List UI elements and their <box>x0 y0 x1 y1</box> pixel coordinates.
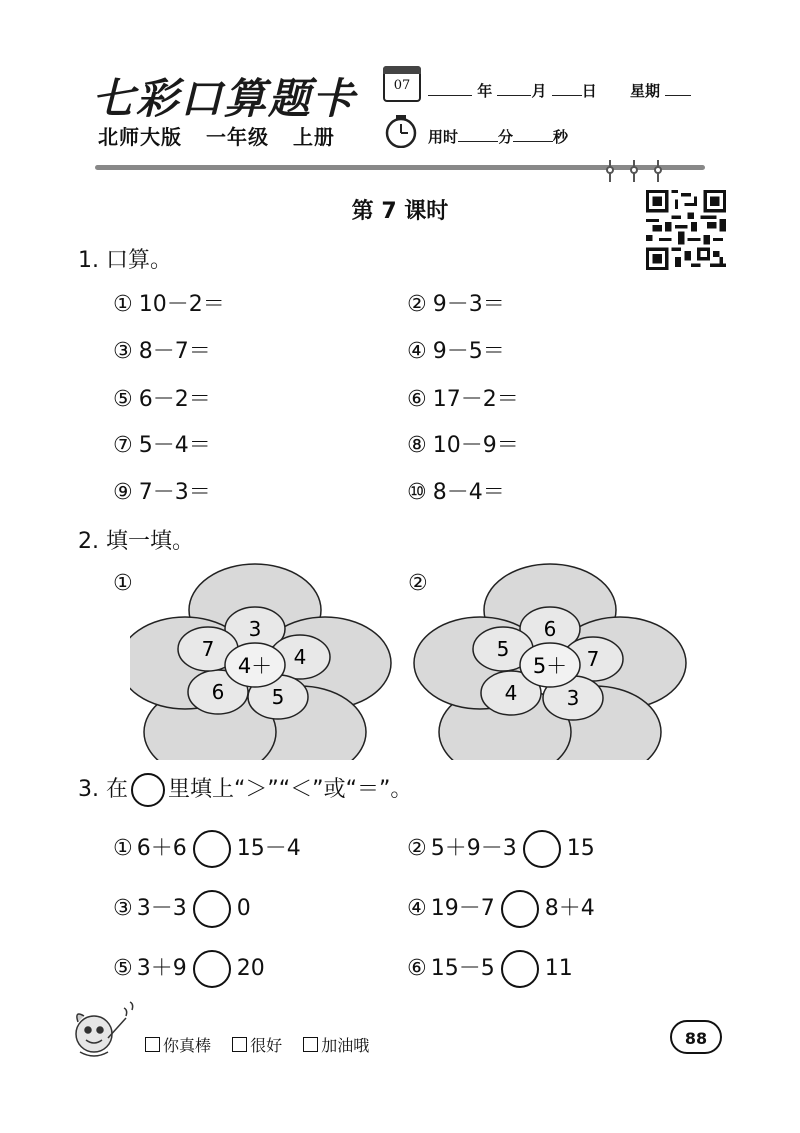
petal-number: 5 <box>271 685 285 709</box>
arithmetic-problem <box>407 287 505 318</box>
mascot-icon <box>70 998 136 1060</box>
comparison-right: 0 <box>236 896 251 921</box>
problem-number: ② <box>407 292 427 317</box>
comparison-problem <box>407 890 595 928</box>
circle-symbol <box>131 773 165 807</box>
problem-number: ⑤ <box>113 956 133 981</box>
section3-title-suffix: 里填上“＞”“＜”或“＝”。 <box>167 777 413 802</box>
publisher-label: 北师大版 <box>98 125 182 149</box>
checkbox-good[interactable] <box>232 1037 247 1052</box>
clock-icon <box>384 114 418 148</box>
petal-number: 5 <box>496 637 510 661</box>
date-line <box>428 80 691 101</box>
seconds-label: 秒 <box>553 128 569 146</box>
comparison-right: 8＋4 <box>544 896 595 921</box>
problem-expression: 8－4＝ <box>432 480 505 505</box>
year-blank[interactable] <box>428 81 472 96</box>
problem-number: ① <box>113 836 133 861</box>
month-label: 月 <box>531 82 547 100</box>
petal-number: 3 <box>566 686 580 710</box>
comparison-problem <box>113 890 251 928</box>
problem-number: ① <box>113 292 133 317</box>
rating-option-great[interactable] <box>145 1036 211 1055</box>
petal-number: 7 <box>586 647 600 671</box>
lesson-title: 第 7 课时 <box>351 199 449 224</box>
seconds-blank[interactable] <box>513 127 553 142</box>
comparison-answer-circle[interactable] <box>193 950 231 988</box>
day-blank[interactable] <box>552 81 582 96</box>
divider-pins-icon <box>600 158 670 186</box>
flower-diagram <box>414 564 686 760</box>
problem-number: ⑥ <box>407 956 427 981</box>
page-number: 88 <box>670 1020 722 1054</box>
petal-number: 7 <box>201 637 215 661</box>
problem-number: ⑥ <box>407 387 427 412</box>
problem-number: ③ <box>113 339 133 364</box>
petal-number: 6 <box>543 617 557 641</box>
arithmetic-problem <box>407 382 519 413</box>
problem-expression: 7－3＝ <box>138 480 211 505</box>
comparison-right: 11 <box>544 956 573 981</box>
petal-number: 4 <box>504 681 518 705</box>
comparison-left: 3＋9 <box>136 956 187 981</box>
rating-options <box>145 1033 385 1056</box>
problem-expression: 5－4＝ <box>138 433 211 458</box>
problem-expression: 9－5＝ <box>432 339 505 364</box>
section1-title: 1. 口算。 <box>78 248 172 273</box>
problem-expression: 8－7＝ <box>138 339 211 364</box>
comparison-answer-circle[interactable] <box>193 830 231 868</box>
problem-number: ⑦ <box>113 433 133 458</box>
comparison-problem <box>113 830 301 868</box>
flower-center-label: 5＋ <box>532 654 568 678</box>
section2-title: 2. 填一填。 <box>78 529 194 554</box>
section3-title-prefix: 3. 在 <box>78 777 128 802</box>
problem-number: ② <box>407 836 427 861</box>
time-line <box>428 126 568 147</box>
grade-label: 一年级 <box>205 125 269 149</box>
flower-diagram <box>130 564 391 760</box>
problem-number: ③ <box>113 896 133 921</box>
petal-number: 4 <box>293 645 307 669</box>
rating-label-great: 你真棒 <box>163 1036 212 1055</box>
comparison-left: 15－5 <box>430 956 495 981</box>
comparison-left: 19－7 <box>430 896 495 921</box>
problem-number: ⑧ <box>407 433 427 458</box>
arithmetic-problem <box>113 334 211 365</box>
volume-label: 上册 <box>292 125 335 149</box>
arithmetic-problem <box>113 475 211 506</box>
arithmetic-problem <box>113 287 225 318</box>
calendar-icon <box>383 66 421 102</box>
flower-center-label: 4＋ <box>237 654 273 678</box>
day-label: 日 <box>581 82 597 100</box>
problem-expression: 9－3＝ <box>432 292 505 317</box>
problem-number: ⑨ <box>113 480 133 505</box>
comparison-answer-circle[interactable] <box>501 950 539 988</box>
weekday-label: 星期 <box>629 82 660 100</box>
time-used-label: 用时 <box>428 128 459 146</box>
comparison-problem <box>113 950 265 988</box>
checkbox-great[interactable] <box>145 1037 160 1052</box>
calendar-day: 07 <box>393 78 411 93</box>
rating-label-good: 很好 <box>250 1036 283 1055</box>
problem-expression: 10－9＝ <box>432 433 519 458</box>
comparison-right: 15－4 <box>236 836 301 861</box>
comparison-left: 5＋9－3 <box>430 836 517 861</box>
minutes-blank[interactable] <box>458 127 498 142</box>
checkbox-keep-trying[interactable] <box>303 1037 318 1052</box>
comparison-left: 3－3 <box>136 896 187 921</box>
petal-number: 6 <box>211 680 225 704</box>
comparison-right: 20 <box>236 956 265 981</box>
month-blank[interactable] <box>497 81 531 96</box>
rating-label-keep-trying: 加油哦 <box>321 1036 370 1055</box>
problem-number: ⑤ <box>113 387 133 412</box>
rating-option-keep-trying[interactable] <box>303 1036 369 1055</box>
brand-title: 七彩口算题卡 <box>92 74 357 123</box>
arithmetic-problem <box>407 428 519 459</box>
problem-expression: 10－2＝ <box>138 292 225 317</box>
flower-1-number: ① <box>113 571 133 596</box>
year-label: 年 <box>477 82 493 100</box>
arithmetic-problem <box>407 334 505 365</box>
comparison-problem <box>407 830 595 868</box>
problem-expression: 6－2＝ <box>138 387 211 412</box>
edition-info <box>98 121 351 150</box>
weekday-blank[interactable] <box>665 81 691 96</box>
petal-number: 3 <box>248 617 262 641</box>
arithmetic-problem <box>113 428 211 459</box>
comparison-answer-circle[interactable] <box>523 830 561 868</box>
problem-number: ④ <box>407 896 427 921</box>
comparison-answer-circle[interactable] <box>193 890 231 928</box>
problem-number: ④ <box>407 339 427 364</box>
minutes-label: 分 <box>498 128 514 146</box>
comparison-right: 15 <box>566 836 595 861</box>
flower-2-number: ② <box>408 571 428 596</box>
problem-number: ⑩ <box>407 480 427 505</box>
rating-option-good[interactable] <box>232 1036 282 1055</box>
arithmetic-problem <box>113 382 211 413</box>
problem-expression: 17－2＝ <box>432 387 519 412</box>
comparison-problem <box>407 950 573 988</box>
comparison-left: 6＋6 <box>136 836 187 861</box>
section3-title <box>78 772 412 807</box>
arithmetic-problem <box>407 475 505 506</box>
comparison-answer-circle[interactable] <box>501 890 539 928</box>
flower-diagrams <box>130 560 690 760</box>
